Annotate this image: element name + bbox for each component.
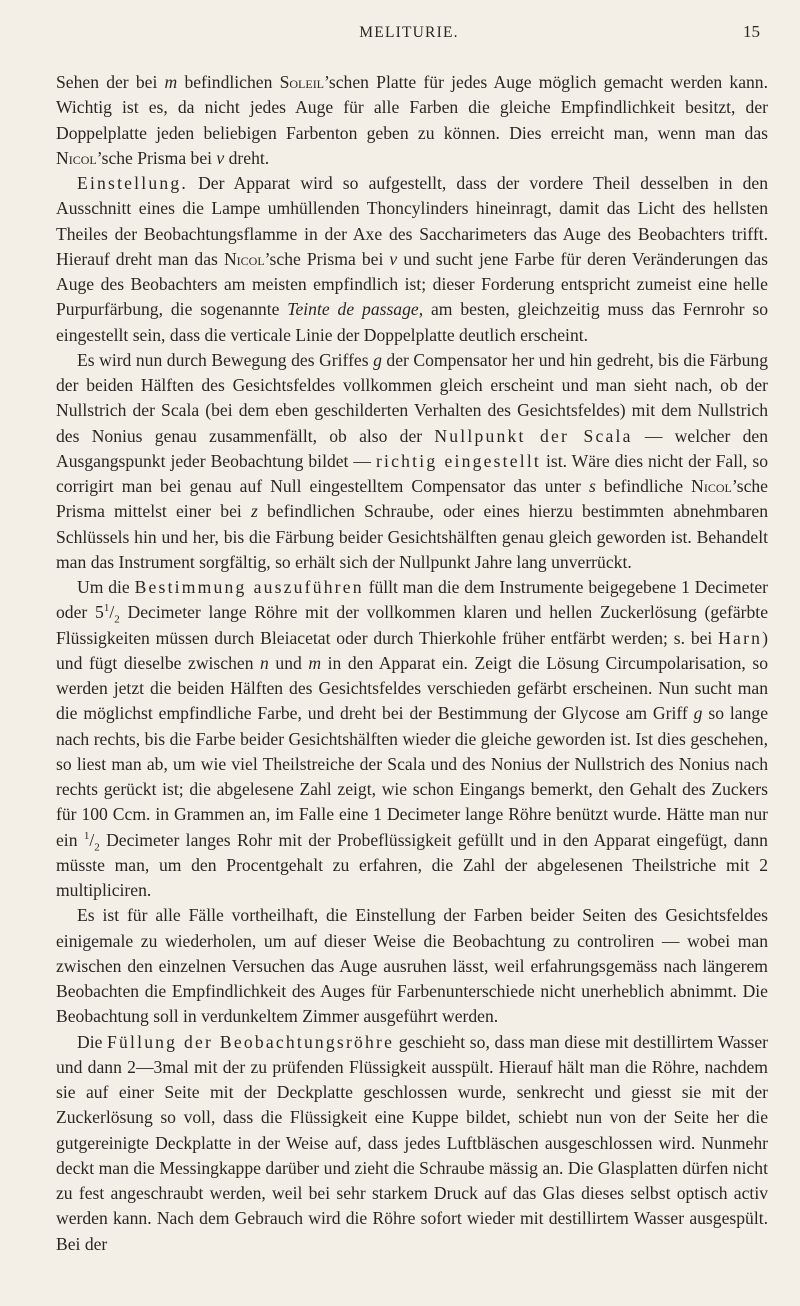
text-run: füllt man die dem Instrumente beigegebene 1 Decimeter oder 5: [56, 577, 769, 623]
fraction-numerator: 1: [103, 602, 110, 615]
text-run: geschieht so, dass man diese mit destillirtem Wasser und dann 2—3mal mit der zu prüfenden Flüssigkeit ausspült. Hierauf hält man die Röhre, nachdem sie auf einer Seite mit der Deckplatte geschlossen wurde, senkrecht und giesst sie mit der Zuckerlösung so voll, dass die Flüssigkeit eine Kuppe bildet, schiebt nun von der Seite her die gutgereinigte Deckplatte in der Weise auf, dass jedes Luftbläschen ausgeschlossen wird. Nunmehr deckt man die Messingkappe darüber und zieht die Schraube mässig an. Die Glasplatten dürfen nicht zu fest angeschraubt werden, weil bei sehr starkem Druck auf das Glas dieses selbst optisch activ werden kann. Nach dem Gebrauch wird die Röhre sofort wieder mit destillirtem Wasser ausgespült. Bei der: [56, 1031, 768, 1254]
italic-symbol: s: [589, 476, 596, 496]
text-run: Um die: [77, 577, 135, 597]
body-text: [56, 70, 768, 1257]
text-run: Sehen der bei: [56, 72, 165, 92]
italic-symbol: Teinte de passage,: [287, 299, 424, 320]
fraction-denominator: 2: [114, 613, 120, 626]
spaced-emphasis: Harn: [718, 627, 763, 648]
italic-symbol: m: [308, 652, 322, 673]
text-run: befindlichen: [177, 72, 280, 92]
text-run: Der Apparat wird so aufgestellt, dass der vordere Theil desselben in den Ausschnitt eines die Lampe umhüllenden Thoncylinders hineinragt, damit das Licht des hellsten Theiles der Beobachtungsflamme in der Axe des Saccharimeters das Auge des Beobachters trifft. Hierauf dreht man das: [56, 173, 768, 269]
text-run: in den Apparat ein. Zeigt die Lösung Circumpolarisation, so werden jetzt die beiden Hälften des Gesichtsfeldes verschieden gefärbt erscheinen. Nun sucht man die möglichst empfindliche Farbe, und dreht bei der Bestimmung der Glycose am Griff: [56, 652, 768, 724]
italic-symbol: v: [389, 248, 398, 269]
running-title: MELITURIE.: [359, 24, 459, 41]
text-run: und sucht jene Farbe für deren Veränderungen das Auge des Beobachters am meisten empfindlich ist; dieser Forderung entspricht zumeist eine helle Purpurfärbung, die sogenannte: [56, 248, 768, 320]
text-run: ’sche Prisma bei: [264, 248, 390, 269]
text-run: ’sche Prisma mittelst einer bei: [56, 476, 768, 522]
italic-symbol: g: [693, 703, 703, 724]
text-run: am besten, gleichzeitig muss das Fernrohr so eingestellt sein, dass die verticale Linie der Doppelplatte deutlich erscheint.: [56, 299, 769, 345]
fraction-numerator: 1: [83, 829, 90, 842]
text-run: Es ist für alle Fälle vortheilhaft, die Einstellung der Farben beider Seiten des Gesichtsfeldes einigemale zu wiederholen, um auf dieser Weise die Beobachtung zu controliren — wobei man zwischen den einzelnen Versuchen das Auge ausruhen lässt, weil erfahrungsgemäss nach längerem Beobachten die Empfindlichkeit des Auges für Farbenunterschiede nicht unerheblich abnimmt. Die Beobachtung soll in verdunkeltem Zimmer ausgeführt werden.: [56, 905, 768, 1027]
paragraph-wiederholung: [56, 903, 768, 1029]
spaced-emphasis: Nullpunkt der Scala: [434, 425, 633, 446]
text-run: /: [89, 829, 95, 850]
text-run: ’sche Prisma bei: [96, 147, 217, 168]
spaced-emphasis: Bestimmung auszuführen: [134, 577, 364, 597]
italic-symbol: z: [250, 501, 258, 522]
text-run: ) und fügt dieselbe zwischen: [56, 627, 768, 673]
spaced-emphasis: Einstellung.: [77, 173, 188, 193]
paragraph-soleil-plate: [56, 70, 768, 171]
italic-symbol: n: [260, 652, 269, 673]
text-run: ist. Wäre dies nicht der Fall, so corrigirt man bei genau auf Null eingestelltem Compensator das unter: [56, 450, 768, 496]
italic-symbol: g: [373, 349, 382, 370]
fraction-denominator: 2: [94, 841, 100, 854]
author-name: Soleil: [279, 72, 325, 92]
page-header: [58, 22, 760, 46]
paragraph-einstellung: [56, 171, 768, 348]
text-run: Es wird nun durch Bewegung des Griffes: [77, 349, 374, 370]
text-run: /: [109, 602, 115, 623]
text-run: Die: [77, 1031, 108, 1052]
italic-symbol: m: [164, 72, 178, 92]
spaced-emphasis: Füllung der Beobachtungsröhre: [107, 1031, 395, 1052]
author-name: Nicol: [223, 248, 265, 269]
spaced-emphasis: richtig eingestellt: [375, 450, 541, 471]
text-run: der Compensator her und hin gedreht, bis die Färbung der beiden Hälften des Gesichtsfeldes vollkommen gleich erscheint und man sieht nach, ob der Nullstrich der Scala (bei dem eben geschilderten Verhalten des Gesichtsfeldes) mit dem Nullstrich des Nonius genau zusammenfällt, ob also der: [56, 349, 768, 446]
text-run: befindlichen Schraube, oder eines hierzu bestimmten abnehmbaren Schlüssels hin und her, bis die Färbung beider Gesichtshälften genau gleich geworden ist. Behandelt man das Instrument sorgfältig, so erhält sich der Nullpunkt Jahre lang unverrückt.: [56, 501, 768, 572]
paragraph-nullpunkt: [56, 348, 768, 575]
page-number: 15: [743, 22, 760, 41]
text-run: — welcher den Ausgangspunkt jeder Beobachtung bildet —: [56, 425, 769, 471]
author-name: Nicol: [691, 476, 732, 496]
text-run: dreht.: [224, 147, 270, 168]
text-run: Decimeter langes Rohr mit der Probeflüssigkeit gefüllt und in den Apparat eingefügt, dann müsste man, um den Procentgehalt zu erfahren, die Zahl der abgelesenen Theilstriche mit 2 multipliciren.: [56, 829, 768, 900]
paragraph-fuellung: [56, 1030, 768, 1257]
author-name: Nicol: [56, 147, 97, 168]
text-run: befindliche: [595, 476, 692, 496]
paragraph-bestimmung: [56, 575, 768, 903]
italic-symbol: v: [216, 147, 225, 168]
text-run: ’schen Platte für jedes Auge möglich gemacht werden kann. Wichtig ist es, da nicht jedes Auge für alle Farben die gleiche Empfindlichkeit besitzt, der Doppelplatte jeden beliebigen Farbenton geben zu können. Dies erreicht man, wenn man das: [56, 72, 768, 143]
text-run: so lange nach rechts, bis die Farbe beider Gesichtshälften wieder die gleiche geworden ist. Ist dies geschehen, so liest man ab, um wie viel Theilstreiche der Scala und des Nonius der Nullstrich des Nonius nach rechts gerückt ist; die abgelesene Zahl zeigt, wie schon Eingangs bemerkt, den Gehalt des Zuckers für 100 Ccm. in Grammen an, im Falle eine 1 Decimeter lange Röhre benützt wurde. Hätte man nur ein: [56, 703, 768, 850]
text-run: und: [268, 652, 309, 673]
text-run: Decimeter lange Röhre mit der vollkommen klaren und hellen Zuckerlösung (gefärbte Flüssigkeiten müssen durch Bleiacetat oder durch Thierkohle früher entfärbt werden; s. bei: [56, 602, 768, 648]
